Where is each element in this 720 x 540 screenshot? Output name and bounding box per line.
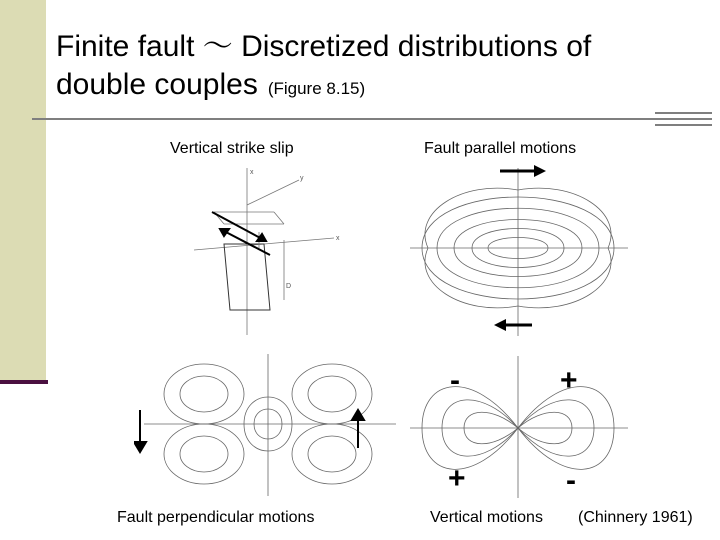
fault-perpendicular-contours-svg <box>134 348 402 500</box>
panel-fault-perpendicular <box>134 348 402 500</box>
sidebar-decoration <box>0 0 46 382</box>
arrow-right-icon <box>496 162 548 180</box>
caption-fault-parallel: Fault parallel motions <box>424 140 577 157</box>
caption-vertical-motions: Vertical motions <box>430 509 543 526</box>
minus-sign-bottom-right: - <box>566 464 576 497</box>
svg-text:y: y <box>300 175 304 182</box>
figure-reference: (Figure 8.15) <box>267 79 366 98</box>
title-line-1: Finite fault ～ Discretized distributions of <box>56 30 592 63</box>
svg-text:D: D <box>286 283 292 290</box>
panel-strike-slip-diagram <box>134 160 402 340</box>
svg-text:x: x <box>250 169 254 176</box>
caption-fault-perpendicular: Fault perpendicular motions <box>117 509 315 526</box>
svg-text:x: x <box>336 235 340 242</box>
title-line-2-text: double couples <box>56 68 258 101</box>
arrow-left-icon <box>494 316 534 334</box>
caption-vertical-strike-slip: Vertical strike slip <box>170 140 294 157</box>
title-divider-end <box>655 112 712 126</box>
vertical-motions-contours-svg <box>402 348 634 500</box>
strike-slip-geometry-svg <box>134 160 402 340</box>
slide-title <box>56 28 591 108</box>
panel-fault-parallel <box>402 160 634 342</box>
plus-sign-bottom-left: + <box>448 462 466 495</box>
title-line-2 <box>56 66 591 108</box>
minus-sign-top-left: - <box>450 364 460 397</box>
sidebar-accent-line <box>0 380 48 384</box>
plus-sign-top-right: + <box>560 364 578 397</box>
citation: (Chinnery 1961) <box>578 509 693 526</box>
title-divider <box>32 118 712 120</box>
panel-vertical-motions <box>402 348 634 500</box>
fault-parallel-contours-svg <box>402 160 634 342</box>
